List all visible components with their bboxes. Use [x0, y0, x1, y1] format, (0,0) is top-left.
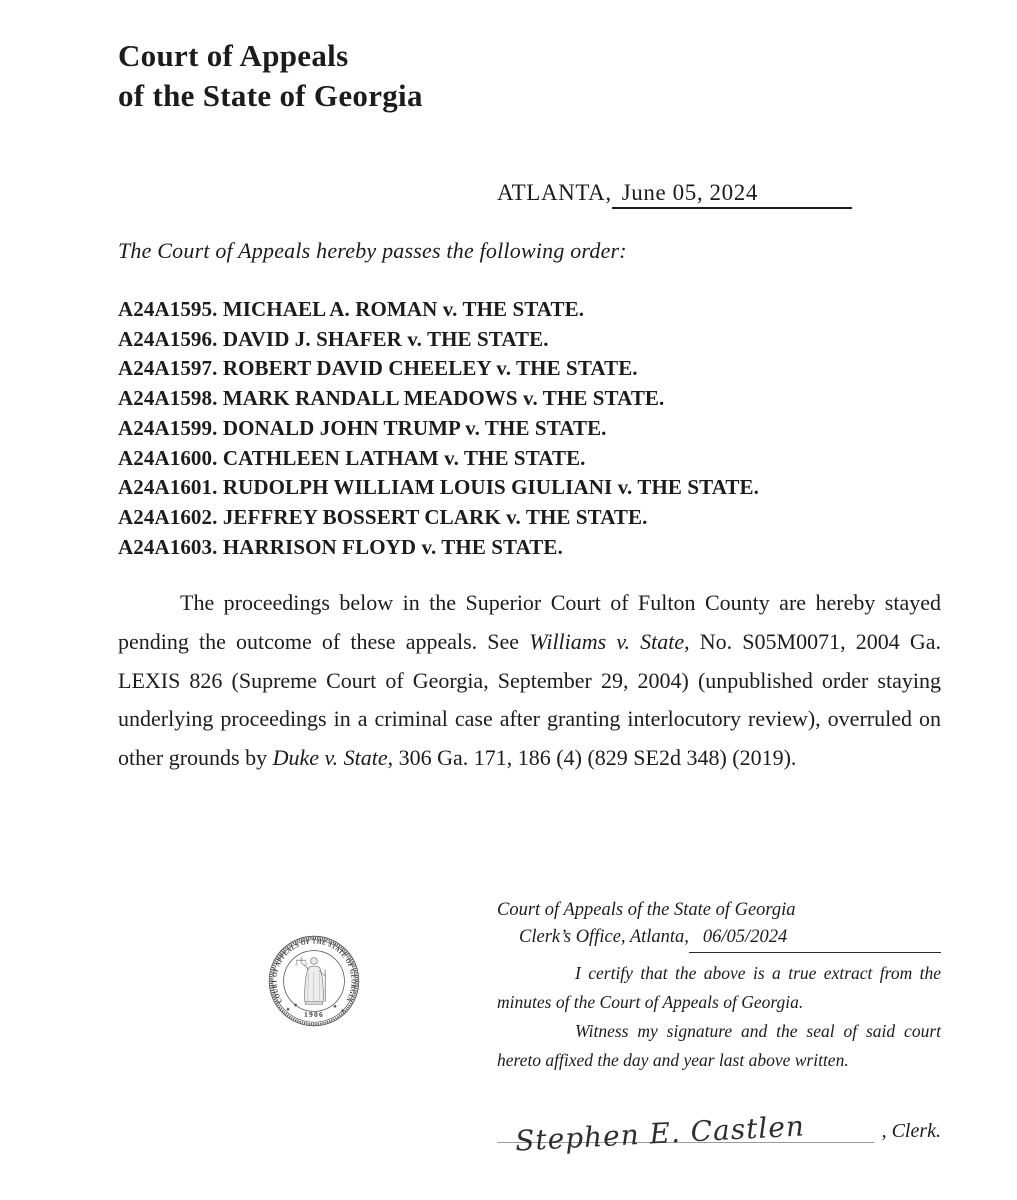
- court-seal-graphic: [258, 925, 370, 1037]
- office-date-value: 06/05/2024: [702, 927, 788, 947]
- case-line: A24A1595. MICHAEL A. ROMAN v. THE STATE.: [118, 297, 585, 321]
- case-line: A24A1596. DAVID J. SHAFER v. THE STATE.: [118, 326, 549, 351]
- body-seg3: , No. S05M0071, 2004 Ga. LEXIS 826 (Supreme Court of Georgia, September 29, 2004) (unpublished order staying underlying proceedings in a criminal case after granting interlocutory review), overruled on other grounds by: [118, 628, 941, 771]
- seal-year: 1906: [304, 1010, 324, 1019]
- dateline: [497, 180, 852, 209]
- case-list: [118, 295, 759, 562]
- clerks-office-label: Clerk’s Office, Atlanta,: [519, 927, 689, 947]
- case-line: A24A1602. JEFFREY BOSSERT CLARK v. THE STATE.: [118, 504, 648, 529]
- date-value: June 05, 2024: [621, 180, 758, 205]
- order-body-paragraph: [118, 584, 941, 778]
- court-name-line2: of the State of Georgia: [118, 78, 423, 113]
- case-line: A24A1600. CATHLEEN LATHAM v. THE STATE.: [118, 445, 586, 470]
- lady-justice-figure: [295, 957, 325, 1004]
- body-seg1: The proceedings below in the Superior Court of Fulton County are hereby stayed pending the outcome of these appeals. See: [118, 590, 941, 654]
- certify-paragraph: I certify that the above is a true extract from the minutes of the Court of Appeals of Georgia.: [497, 963, 941, 1012]
- clerk-label: , Clerk.: [881, 1120, 941, 1142]
- case-citation-williams: Williams v. State: [529, 628, 685, 654]
- page-title: [118, 36, 423, 116]
- office-line: Court of Appeals of the State of Georgia: [497, 900, 796, 920]
- certification-block: [497, 897, 941, 1158]
- case-line: A24A1598. MARK RANDALL MEADOWS v. THE STATE.: [118, 386, 665, 411]
- city-label: ATLANTA,: [497, 180, 612, 205]
- signature-line: [497, 1091, 874, 1158]
- office-date-underline: [689, 924, 941, 953]
- seal-stars-left: ★ ★: [284, 1001, 301, 1014]
- case-line: A24A1601. RUDOLPH WILLIAM LOUIS GIULIANI v. THE STATE.: [118, 475, 759, 500]
- clerk-signature: Stephen E. Castlen: [514, 1109, 806, 1158]
- case-line: A24A1597. ROBERT DAVID CHEELEY v. THE STATE.: [118, 356, 638, 381]
- witness-paragraph: Witness my signature and the seal of said court hereto affixed the day and year last above written.: [497, 1021, 941, 1070]
- case-citation-duke: Duke v. State: [272, 745, 388, 771]
- order-intro: The Court of Appeals hereby passes the following order:: [118, 238, 627, 263]
- signature-row: [497, 1091, 941, 1158]
- seal-stars-right: ★ ★: [331, 1003, 347, 1016]
- court-name-line1: Court of Appeals: [118, 38, 349, 73]
- body-seg5: , 306 Ga. 171, 186 (4) (829 SE2d 348) (2019).: [387, 745, 797, 771]
- court-seal: [258, 925, 370, 1037]
- case-line: A24A1603. HARRISON FLOYD v. THE STATE.: [118, 534, 563, 559]
- date-underline: [612, 180, 852, 209]
- case-line: A24A1599. DONALD JOHN TRUMP v. THE STATE.: [118, 415, 607, 440]
- clerks-office-line: [497, 924, 941, 953]
- seal-ring-text: COURT OF APPEALS OF THE STATE OF GEORGIA: [270, 937, 358, 1005]
